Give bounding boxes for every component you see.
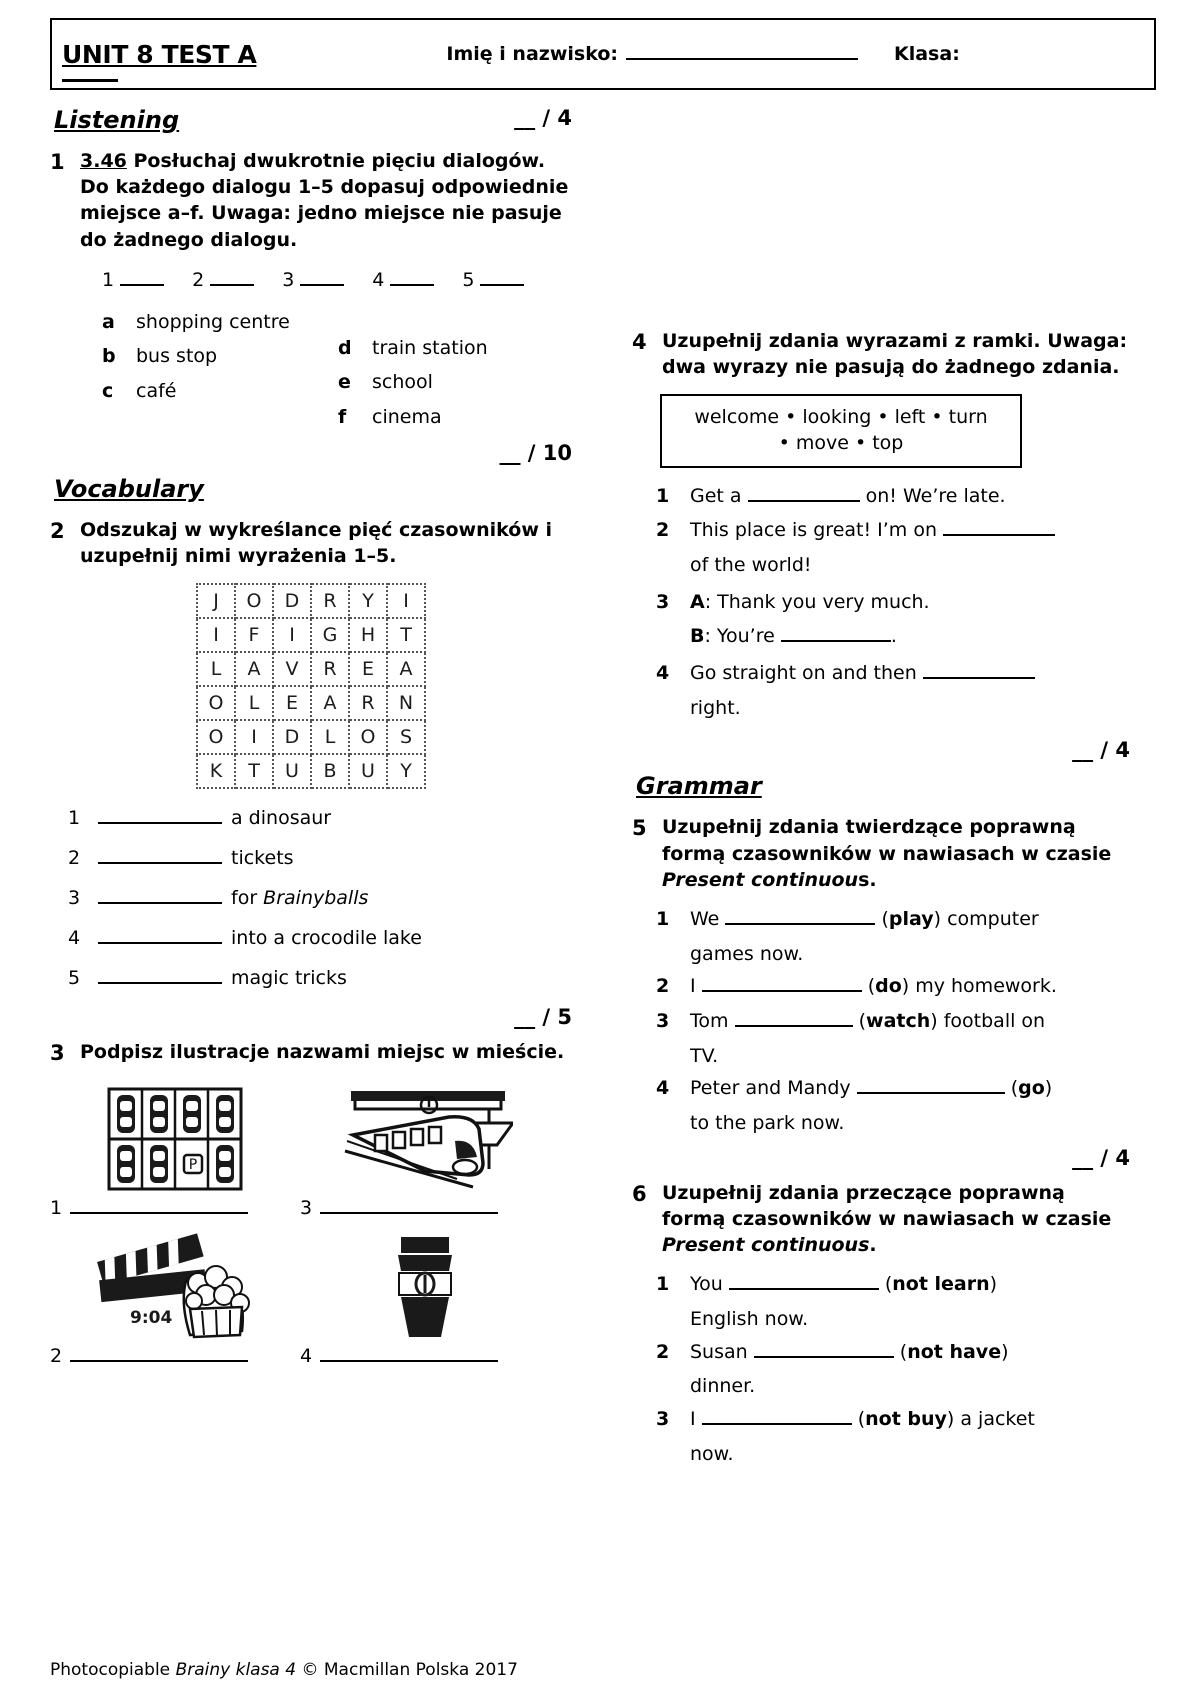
- options-column-left: [102, 305, 338, 435]
- wordsearch-cell[interactable]: S: [387, 720, 425, 754]
- wordsearch-cell[interactable]: T: [235, 754, 273, 788]
- picture-answer-1: 1: [50, 1197, 300, 1219]
- answer-slot[interactable]: 4: [372, 269, 434, 291]
- class-input[interactable]: [62, 79, 118, 82]
- exercise-1-instruction-text: Posłuchaj dwukrotnie pięciu dialogów. Do każdego dialogu 1–5 dopasuj odpowiednie miejsce a–f. Uwaga: jedno miejsce nie pasuje do żadnego dialogu.: [80, 150, 569, 251]
- content-columns: [50, 106, 1156, 1470]
- wordsearch-cell[interactable]: T: [387, 618, 425, 652]
- picture-cell: [300, 1225, 550, 1367]
- exercise-3-pictures: [50, 1077, 572, 1367]
- wordsearch-cell[interactable]: J: [197, 584, 235, 618]
- wordsearch-row: [197, 618, 425, 652]
- wordsearch-row: [197, 584, 425, 618]
- wordsearch-cell[interactable]: E: [273, 686, 311, 720]
- exercise-6-instruction: Uzupełnij zdania przeczące poprawną formą czasowników w nawiasach w czasie Present continuous.: [662, 1181, 1112, 1257]
- answer-slot[interactable]: 5: [462, 269, 524, 291]
- points-exercise-2: __ / 5: [514, 1004, 572, 1029]
- wordsearch-cell[interactable]: I: [273, 618, 311, 652]
- exercise-5-number: 5: [632, 816, 647, 841]
- exercise-1-options: [102, 305, 574, 435]
- wordsearch-cell[interactable]: V: [273, 652, 311, 686]
- student-name-input[interactable]: [626, 43, 858, 60]
- exercise-2-instruction: Odszukaj w wykreślance pięć czasowników i uzupełnij nimi wyrażenia 1–5.: [80, 518, 552, 567]
- sentence-item: 1 You (not learn): [656, 1273, 998, 1296]
- exercise-5-instruction: Uzupełnij zdania twierdzące poprawną formą czasowników w nawiasach w czasie Present continuous.: [662, 816, 1112, 891]
- wordsearch-cell[interactable]: I: [197, 618, 235, 652]
- list-item: 4 into a crocodile lake: [68, 926, 422, 949]
- exercise-5-sentences: [656, 903, 1130, 1140]
- exercise-1-answer-slots: [102, 269, 574, 291]
- sentence-continuation: of the world!: [690, 554, 812, 577]
- picture-cell: [50, 1225, 300, 1367]
- wordsearch-cell[interactable]: R: [311, 584, 349, 618]
- picture-cell: [300, 1077, 550, 1219]
- answer-blank[interactable]: [98, 969, 222, 984]
- wordsearch-cell[interactable]: U: [273, 754, 311, 788]
- class-label: Klasa:: [894, 43, 960, 65]
- listening-header-row: [50, 106, 572, 148]
- section-heading-listening: Listening: [54, 106, 180, 134]
- sentence-item: 2 Susan (not have): [656, 1340, 1009, 1363]
- student-name-label: Imię i nazwisko:: [446, 43, 618, 65]
- wordsearch-cell[interactable]: I: [235, 720, 273, 754]
- wordsearch-cell[interactable]: N: [387, 686, 425, 720]
- answer-slot[interactable]: 3: [282, 269, 344, 291]
- sentence-continuation: TV.: [690, 1044, 719, 1067]
- wordsearch-cell[interactable]: O: [349, 720, 387, 754]
- option-item: a shopping centre: [102, 310, 290, 333]
- exercise-6: [632, 1180, 1130, 1259]
- sentence-item: 2 This place is great! I’m on: [656, 514, 1130, 547]
- wordsearch-cell[interactable]: O: [235, 584, 273, 618]
- wordsearch-cell[interactable]: D: [273, 720, 311, 754]
- answer-blank[interactable]: [98, 929, 222, 944]
- option-item: c café: [102, 380, 177, 403]
- wordsearch-cell[interactable]: B: [311, 754, 349, 788]
- answer-blank[interactable]: [781, 627, 891, 642]
- exercise-1: [50, 148, 572, 435]
- points-exercise-5: __ / 4: [1072, 1145, 1130, 1170]
- wordsearch-cell[interactable]: D: [273, 584, 311, 618]
- svg-text:9:04: 9:04: [130, 1308, 173, 1329]
- wordsearch-row: [197, 652, 425, 686]
- picture-cell: [50, 1077, 300, 1219]
- wordsearch-wrapper: [50, 583, 572, 789]
- wordsearch-cell[interactable]: H: [349, 618, 387, 652]
- cinema-icon: [50, 1225, 300, 1343]
- wordsearch-cell[interactable]: F: [235, 618, 273, 652]
- train-station-icon: [300, 1077, 550, 1195]
- exercise-6-number: 6: [632, 1181, 647, 1206]
- exercise-4-sentences: [656, 480, 1130, 725]
- answer-blank[interactable]: [98, 809, 222, 824]
- sentence-continuation: dinner.: [690, 1375, 756, 1398]
- sentence-item: 3 I (not buy) a jacket: [656, 1408, 1035, 1431]
- exercise-4-instruction: Uzupełnij zdania wyrazami z ramki. Uwaga: dwa wyrazy nie pasują do żadnego zdania.: [662, 330, 1128, 379]
- wordsearch-cell[interactable]: L: [311, 720, 349, 754]
- answer-slot[interactable]: 1: [102, 269, 164, 291]
- sentence-continuation: B: You’re .: [690, 625, 897, 648]
- sentence-continuation: right.: [690, 696, 741, 719]
- word-bank-line-1: welcome • looking • left • turn: [694, 406, 988, 429]
- exercise-6-sentences: [656, 1268, 1130, 1470]
- sentence-item: 2 I (do) my homework.: [656, 975, 1057, 998]
- section-heading-grammar: Grammar: [636, 772, 762, 801]
- sentence-continuation: to the park now.: [690, 1112, 845, 1135]
- exercise-4-number: 4: [632, 330, 647, 354]
- answer-blank[interactable]: [70, 1346, 248, 1362]
- answer-blank[interactable]: [754, 1343, 894, 1358]
- sentence-item: 4 Go straight on and then: [656, 657, 1130, 690]
- answer-blank[interactable]: [735, 1012, 853, 1027]
- answer-blank[interactable]: [702, 1410, 852, 1425]
- picture-row: [50, 1077, 572, 1219]
- wordsearch-cell[interactable]: U: [349, 754, 387, 788]
- audio-track-number: 3.46: [80, 150, 127, 172]
- list-item: 1 a dinosaur: [68, 807, 332, 830]
- list-item: 5 magic tricks: [68, 966, 347, 989]
- car-park-icon: [50, 1077, 300, 1195]
- page-title: UNIT 8 TEST A: [62, 39, 257, 69]
- wordsearch-cell[interactable]: E: [349, 652, 387, 686]
- option-item: d train station: [338, 336, 488, 359]
- exercise-2: [50, 517, 572, 569]
- answer-blank[interactable]: [320, 1346, 498, 1362]
- answer-blank[interactable]: [729, 1275, 879, 1290]
- svg-text:P: P: [188, 1157, 198, 1174]
- wordsearch-cell[interactable]: G: [311, 618, 349, 652]
- points-listening: __ / 4: [514, 106, 572, 130]
- wordsearch-cell[interactable]: Y: [387, 754, 425, 788]
- options-column-right: [338, 305, 574, 435]
- sentence-item: 3 A: Thank you very much.: [656, 590, 930, 613]
- wordsearch-cell[interactable]: R: [311, 652, 349, 686]
- picture-answer-3: 3: [300, 1197, 550, 1219]
- wordsearch-cell[interactable]: A: [387, 652, 425, 686]
- wordsearch-cell[interactable]: O: [197, 686, 235, 720]
- answer-blank[interactable]: [98, 889, 222, 904]
- word-bank-box: [660, 394, 1022, 467]
- wordsearch-grid[interactable]: [196, 583, 426, 789]
- option-item: e school: [338, 371, 433, 394]
- answer-blank[interactable]: [725, 910, 875, 925]
- wordsearch-row: [197, 754, 425, 788]
- sentence-item: 1 We (play) computer: [656, 908, 1039, 931]
- exercise-2-items: [68, 799, 572, 998]
- answer-blank[interactable]: [748, 487, 860, 502]
- wordsearch-cell[interactable]: L: [235, 686, 273, 720]
- answer-blank[interactable]: [98, 849, 222, 864]
- wordsearch-row: [197, 720, 425, 754]
- picture-answer-2: 2: [50, 1345, 300, 1367]
- wordsearch-cell[interactable]: L: [197, 652, 235, 686]
- exercise-3-instruction: Podpisz ilustracje nazwami miejsc w mieście.: [80, 1040, 565, 1063]
- student-name-field: [446, 43, 959, 65]
- points-exercise-4: __ / 4: [1072, 738, 1130, 763]
- sentence-continuation: English now.: [690, 1308, 809, 1331]
- wordsearch-cell[interactable]: K: [197, 754, 235, 788]
- answer-blank[interactable]: [923, 664, 1035, 679]
- answer-blank[interactable]: [70, 1198, 248, 1214]
- points-exercise-1: __ / 10: [499, 440, 572, 465]
- answer-blank[interactable]: [702, 977, 862, 992]
- exercise-1-number: 1: [50, 150, 65, 174]
- footer-copyright: Photocopiable Brainy klasa 4 © Macmillan Polska 2017: [50, 1660, 518, 1680]
- exercise-4: [632, 328, 1130, 380]
- right-column: [590, 106, 1130, 1470]
- picture-answer-4: 4: [300, 1345, 550, 1367]
- wordsearch-cell[interactable]: A: [235, 652, 273, 686]
- wordsearch-cell[interactable]: A: [311, 686, 349, 720]
- picture-row: [50, 1225, 572, 1367]
- section-heading-vocabulary: Vocabulary: [54, 474, 204, 503]
- sentence-item: 1 Get a on! We’re late.: [656, 484, 1006, 507]
- sentence-item: 4 Peter and Mandy (go): [656, 1077, 1053, 1100]
- exercise-3-number: 3: [50, 1040, 65, 1065]
- sentence-continuation: games now.: [690, 942, 804, 965]
- wordsearch-cell[interactable]: Y: [349, 584, 387, 618]
- word-bank-line-2: • move • top: [778, 432, 904, 455]
- left-column: [50, 106, 590, 1470]
- wordsearch-cell[interactable]: I: [387, 584, 425, 618]
- answer-blank[interactable]: [857, 1079, 1005, 1094]
- list-item: 2 tickets: [68, 846, 294, 869]
- exercise-3: [50, 1039, 572, 1068]
- list-item: 3 for Brainyballs: [68, 886, 369, 909]
- option-item: b bus stop: [102, 345, 218, 368]
- coffee-cup-icon: [300, 1225, 550, 1343]
- wordsearch-cell[interactable]: O: [197, 720, 235, 754]
- answer-blank[interactable]: [320, 1198, 498, 1214]
- exercise-5: [632, 814, 1130, 893]
- wordsearch-row: [197, 686, 425, 720]
- answer-slot[interactable]: 2: [192, 269, 254, 291]
- wordsearch-cell[interactable]: R: [349, 686, 387, 720]
- answer-blank[interactable]: [943, 521, 1055, 536]
- header-box: [50, 18, 1156, 90]
- sentence-item: 3 Tom (watch) football on: [656, 1010, 1046, 1033]
- sentence-continuation: now.: [690, 1442, 734, 1465]
- exercise-1-instruction: [80, 148, 574, 253]
- exercise-2-number: 2: [50, 518, 65, 543]
- option-item: f cinema: [338, 406, 442, 429]
